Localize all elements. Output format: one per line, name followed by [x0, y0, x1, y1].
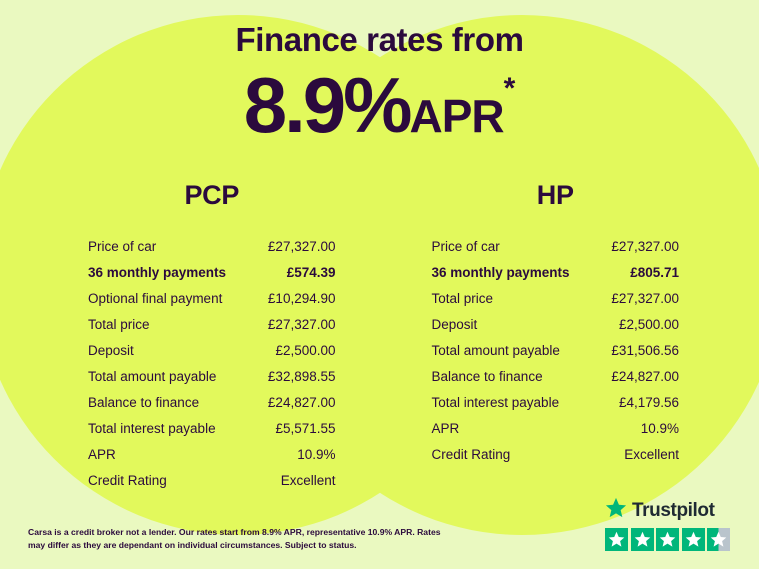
table-row	[88, 337, 336, 363]
row-label: 36 monthly payments	[88, 264, 227, 280]
row-label: Balance to finance	[88, 394, 200, 410]
rate-line	[0, 61, 759, 149]
table-row	[88, 441, 336, 467]
star-half-icon	[707, 528, 730, 551]
row-label: Credit Rating	[431, 446, 511, 462]
row-label: APR	[431, 420, 460, 436]
pcp-title: PCP	[184, 180, 240, 210]
row-value: £24,827.00	[611, 368, 679, 384]
row-value: £24,827.00	[267, 394, 336, 410]
table-row	[432, 233, 680, 259]
pcp-column	[0, 180, 380, 493]
table-row	[88, 259, 336, 285]
row-value: £32,898.55	[267, 368, 336, 384]
trustpilot-stars	[605, 528, 737, 551]
table-row	[88, 363, 336, 389]
headline: Finance rates from	[235, 21, 524, 58]
row-value: Excellent	[624, 446, 679, 462]
row-label: Deposit	[88, 342, 134, 358]
star-icon	[682, 528, 705, 551]
table-row	[88, 311, 336, 337]
row-label: 36 monthly payments	[431, 264, 570, 280]
trustpilot-star-icon	[605, 497, 627, 524]
disclaimer-text: Carsa is a credit broker not a lender. Our rates start from 8.9% APR, representative 10.9% APR. Rates may differ as they are dependant on individual circumstances. Subject to status.	[28, 527, 441, 550]
star-icon	[656, 528, 679, 551]
row-label: Optional final payment	[88, 290, 223, 306]
rate-percentage: 8.9%	[243, 61, 410, 149]
row-value: £27,327.00	[611, 290, 679, 306]
table-row	[88, 467, 336, 493]
row-value: £2,500.00	[275, 342, 336, 358]
row-label: Total amount payable	[88, 368, 217, 384]
row-label: Total interest payable	[88, 420, 216, 436]
row-label: Price of car	[88, 238, 157, 254]
table-row	[88, 285, 336, 311]
rate-apr-label: APR	[409, 90, 504, 142]
row-label: Total amount payable	[431, 342, 560, 358]
row-value: £31,506.56	[611, 342, 679, 358]
row-value: £805.71	[630, 264, 679, 280]
table-row	[432, 363, 680, 389]
hp-column	[380, 180, 759, 493]
row-value: £5,571.55	[275, 420, 336, 436]
row-label: Total interest payable	[431, 394, 560, 410]
table-row	[432, 285, 680, 311]
row-value: £27,327.00	[611, 238, 679, 254]
star-icon	[605, 528, 628, 551]
table-row	[432, 337, 680, 363]
row-label: Total price	[431, 290, 494, 306]
rate-asterisk: *	[503, 72, 516, 105]
poster-footer	[0, 499, 759, 569]
row-value: £27,327.00	[267, 316, 336, 332]
row-label: Deposit	[431, 316, 478, 332]
trustpilot-logo	[605, 497, 737, 524]
row-value: £10,294.90	[267, 290, 336, 306]
row-value: Excellent	[280, 472, 336, 488]
star-icon	[631, 528, 654, 551]
row-value: £4,179.56	[618, 394, 679, 410]
trustpilot-name: Trustpilot	[632, 499, 715, 521]
trustpilot-rating	[605, 497, 737, 551]
row-label: Total price	[88, 316, 150, 332]
table-row	[432, 311, 680, 337]
table-row	[432, 415, 680, 441]
table-row	[432, 389, 680, 415]
table-row	[88, 415, 336, 441]
table-row	[88, 233, 336, 259]
table-row	[432, 259, 680, 285]
row-value: £27,327.00	[267, 238, 336, 254]
row-value: 10.9%	[640, 420, 679, 436]
row-label: Credit Rating	[88, 472, 167, 488]
finance-columns	[0, 180, 759, 493]
row-value: £574.39	[286, 264, 336, 280]
row-value: 10.9%	[297, 446, 336, 462]
row-label: APR	[88, 446, 116, 462]
hp-title: HP	[536, 180, 574, 210]
row-label: Price of car	[431, 238, 500, 254]
table-row	[432, 441, 680, 467]
table-row	[88, 389, 336, 415]
row-label: Balance to finance	[431, 368, 543, 384]
row-value: £2,500.00	[618, 316, 679, 332]
